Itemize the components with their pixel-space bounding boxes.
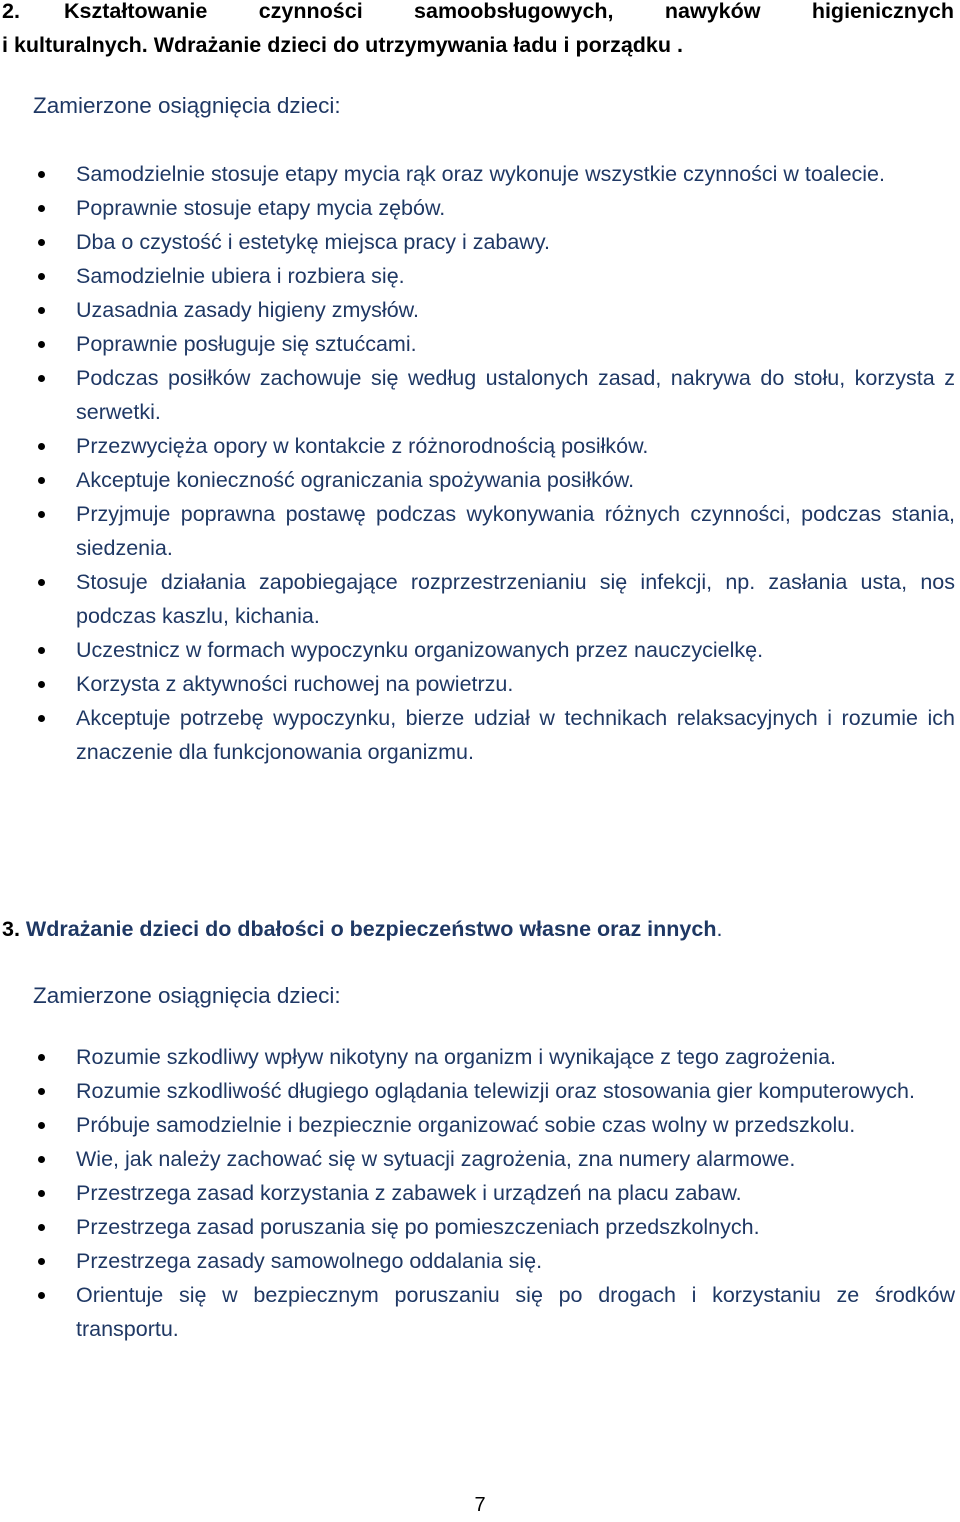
bullet-icon <box>38 273 45 280</box>
list-item: Przestrzega zasad poruszania się po pomieszczeniach przedszkolnych. <box>0 1210 955 1244</box>
section-2-goals-list <box>0 157 955 769</box>
list-item: Akceptuje konieczność ograniczania spożywania posiłków. <box>0 463 955 497</box>
list-item: Orientuje się w bezpiecznym poruszaniu się po drogach i korzystaniu ze środków transportu. <box>0 1278 955 1346</box>
section-2-goals-heading: Zamierzone osiągnięcia dzieci: <box>33 93 341 118</box>
bullet-icon <box>38 1054 45 1061</box>
list-item: Przestrzega zasad korzystania z zabawek i urządzeń na placu zabaw. <box>0 1176 955 1210</box>
list-item: Akceptuje potrzebę wypoczynku, bierze udział w technikach relaksacyjnych i rozumie ich znaczenie dla funkcjonowania organizmu. <box>0 701 955 769</box>
bullet-icon <box>38 1122 45 1129</box>
bullet-icon <box>38 1258 45 1265</box>
section-3-goals-list <box>0 1040 955 1346</box>
list-item: Samodzielnie ubiera i rozbiera się. <box>0 259 955 293</box>
list-item: Uczestnicz w formach wypoczynku organizowanych przez nauczycielkę. <box>0 633 955 667</box>
section-3-goals-heading: Zamierzone osiągnięcia dzieci: <box>33 983 341 1008</box>
list-item: Wie, jak należy zachować się w sytuacji zagrożenia, zna numery alarmowe. <box>0 1142 955 1176</box>
list-item: Poprawnie posługuje się sztućcami. <box>0 327 955 361</box>
list-item: Przyjmuje poprawna postawę podczas wykonywania różnych czynności, podczas stania, siedzenia. <box>0 497 955 565</box>
list-item: Poprawnie stosuje etapy mycia zębów. <box>0 191 955 225</box>
bullet-icon <box>38 477 45 484</box>
bullet-icon <box>38 681 45 688</box>
bullet-icon <box>38 239 45 246</box>
section-2-title-line-1: Kształtowanie czynności samoobsługowych, nawyków higienicznych <box>64 0 954 23</box>
section-3-heading <box>2 912 722 946</box>
section-3-number: 3. <box>2 917 20 941</box>
list-item: Przezwycięża opory w kontakcie z różnorodnością posiłków. <box>0 429 955 463</box>
list-item: Rozumie szkodliwość długiego oglądania telewizji oraz stosowania gier komputerowych. <box>0 1074 955 1108</box>
bullet-icon <box>38 579 45 586</box>
list-item: Podczas posiłków zachowuje się według ustalonych zasad, nakrywa do stołu, korzysta z serwetki. <box>0 361 955 429</box>
list-item: Próbuje samodzielnie i bezpiecznie organizować sobie czas wolny w przedszkolu. <box>0 1108 955 1142</box>
list-item: Uzasadnia zasady higieny zmysłów. <box>0 293 955 327</box>
list-item: Przestrzega zasady samowolnego oddalania się. <box>0 1244 955 1278</box>
bullet-icon <box>38 205 45 212</box>
bullet-icon <box>38 443 45 450</box>
bullet-icon <box>38 1156 45 1163</box>
bullet-icon <box>38 647 45 654</box>
bullet-icon <box>38 375 45 382</box>
section-3-trailing: . <box>716 917 723 941</box>
section-2-heading <box>2 0 954 62</box>
bullet-icon <box>38 1088 45 1095</box>
list-item: Stosuje działania zapobiegające rozprzestrzenianiu się infekcji, np. zasłania usta, nos podczas kaszlu, kichania. <box>0 565 955 633</box>
bullet-icon <box>38 1190 45 1197</box>
page-number: 7 <box>474 1494 486 1516</box>
section-2-title-line-2: i kulturalnych. Wdrażanie dzieci do utrzymywania ładu i porządku . <box>2 33 683 57</box>
bullet-icon <box>38 715 45 722</box>
section-2-number: 2. <box>2 0 20 23</box>
list-item: Dba o czystość i estetykę miejsca pracy i zabawy. <box>0 225 955 259</box>
bullet-icon <box>38 307 45 314</box>
bullet-icon <box>38 511 45 518</box>
bullet-icon <box>38 341 45 348</box>
list-item: Samodzielnie stosuje etapy mycia rąk oraz wykonuje wszystkie czynności w toalecie. <box>0 157 955 191</box>
bullet-icon <box>38 171 45 178</box>
bullet-icon <box>38 1224 45 1231</box>
section-3-title: Wdrażanie dzieci do dbałości o bezpieczeństwo własne oraz innych <box>25 917 717 941</box>
list-item: Rozumie szkodliwy wpływ nikotyny na organizm i wynikające z tego zagrożenia. <box>0 1040 955 1074</box>
bullet-icon <box>38 1292 45 1299</box>
list-item: Korzysta z aktywności ruchowej na powietrzu. <box>0 667 955 701</box>
